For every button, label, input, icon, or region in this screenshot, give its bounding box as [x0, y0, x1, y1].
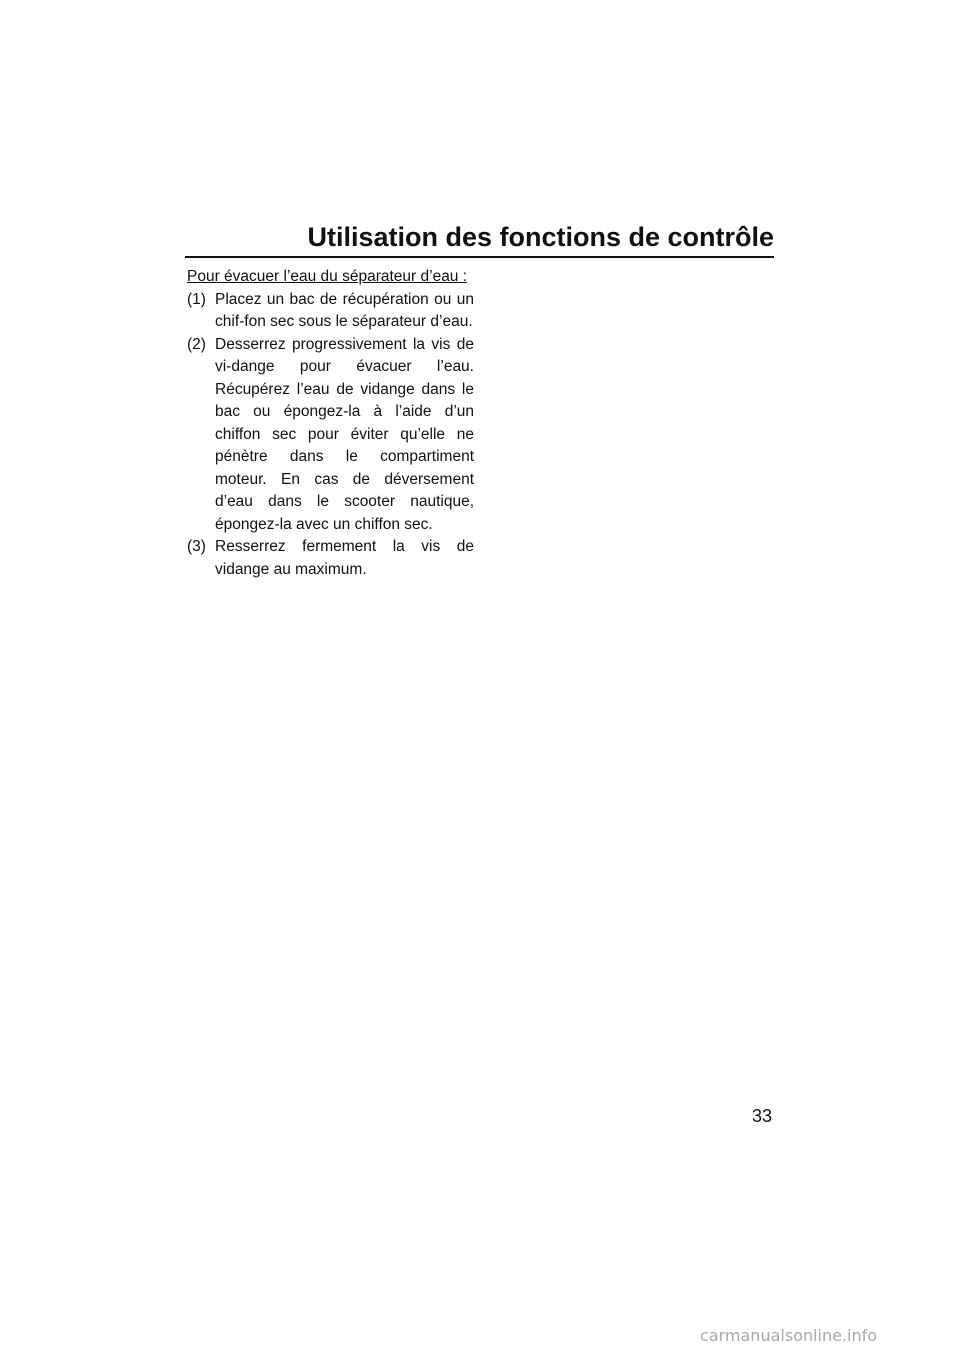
step-text: Resserrez fermement la vis de vidange au maximum.	[215, 538, 474, 578]
step-item	[187, 536, 474, 581]
watermark-text: carmanualsonline.info	[700, 1326, 878, 1345]
step-item	[187, 334, 474, 537]
page-header	[185, 216, 774, 258]
step-number: (3)	[187, 538, 206, 555]
step-text: Placez un bac de récupération ou un chif-fon sec sous le séparateur d’eau.	[215, 290, 474, 330]
step-number: (2)	[187, 335, 206, 353]
step-number: (1)	[187, 290, 206, 308]
step-list	[187, 289, 474, 582]
step-text: Desserrez progressivement la vis de vi-dange pour évacuer l’eau. Récupérez l’eau de vidange dans le bac ou épongez-la à l’aide d’un chiffon sec pour éviter qu’elle ne pénètre dans le compartiment moteur. En cas de déversement d’eau dans le scooter nautique, épongez-la avec un chiffon sec.	[215, 335, 474, 533]
section-heading: Pour évacuer l’eau du séparateur d’eau :	[187, 268, 468, 285]
main-content	[187, 266, 474, 581]
step-item	[187, 289, 474, 334]
page-title: Utilisation des fonctions de contrôle	[307, 222, 774, 252]
page-number: 33	[751, 1106, 772, 1126]
